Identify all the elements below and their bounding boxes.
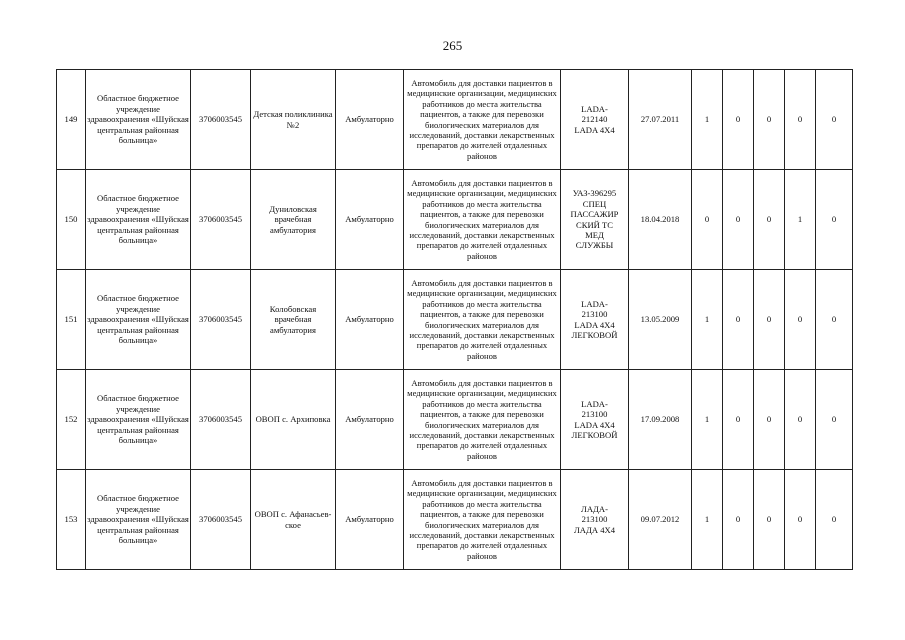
count-cell: 1 bbox=[785, 170, 816, 270]
count-cell: 0 bbox=[754, 70, 785, 170]
purpose-cell: Автомобиль для доставки пациентов в медицинские организации, медицинских работников до места жительства пациентов, а также для перевозки биологических материалов для исследований, доставки лекарственных препаратов до жителей отдаленных районов bbox=[404, 70, 561, 170]
count-cell: 0 bbox=[816, 70, 853, 170]
table-row bbox=[57, 270, 853, 370]
count-cell: 0 bbox=[723, 370, 754, 470]
table-row bbox=[57, 370, 853, 470]
count-cell: 0 bbox=[816, 270, 853, 370]
count-cell: 1 bbox=[692, 470, 723, 570]
vehicle-model-line: ЛАДА- bbox=[581, 503, 608, 514]
vehicle-model-line: СКИЙ ТС bbox=[575, 219, 613, 230]
purpose-cell: Автомобиль для доставки пациентов в медицинские организации, медицинских работников до места жительства пациентов, а также для перевозки биологических материалов для исследований, доставки лекарственных препаратов до жителей отдаленных районов bbox=[404, 470, 561, 570]
page-number: 265 bbox=[442, 38, 463, 53]
count-cell: 0 bbox=[754, 170, 785, 270]
organization-cell: Областное бюджетное учреждение здравоохранения «Шуйская центральная районная больница» bbox=[86, 470, 191, 570]
date-cell: 27.07.2011 bbox=[629, 70, 692, 170]
count-cell: 0 bbox=[754, 370, 785, 470]
vehicle-model-line: ЛАДА 4Х4 bbox=[573, 524, 616, 535]
vehicle-model-line: 213100 bbox=[581, 514, 608, 525]
organization-cell: Областное бюджетное учреждение здравоохранения «Шуйская центральная районная больница» bbox=[86, 270, 191, 370]
row-number: 151 bbox=[57, 270, 86, 370]
care-type-cell: Амбулаторно bbox=[336, 270, 404, 370]
organization-cell: Областное бюджетное учреждение здравоохранения «Шуйская центральная районная больница» bbox=[86, 70, 191, 170]
count-cell: 0 bbox=[723, 170, 754, 270]
care-type-cell: Амбулаторно bbox=[336, 70, 404, 170]
vehicle-model-line: LADA 4X4 bbox=[574, 419, 615, 430]
count-cell: 1 bbox=[692, 70, 723, 170]
care-type-cell: Амбулаторно bbox=[336, 370, 404, 470]
count-cell: 0 bbox=[816, 170, 853, 270]
vehicle-register-table bbox=[56, 69, 853, 570]
care-type-cell: Амбулаторно bbox=[336, 470, 404, 570]
count-cell: 0 bbox=[816, 470, 853, 570]
count-cell: 0 bbox=[785, 370, 816, 470]
vehicle-model-line: ЛЕГКОВОЙ bbox=[571, 329, 618, 340]
unit-cell: ОВОП с. Архиповка bbox=[251, 370, 336, 470]
vehicle-model-cell bbox=[561, 370, 629, 470]
count-cell: 0 bbox=[754, 470, 785, 570]
inn-cell: 3706003545 bbox=[191, 470, 251, 570]
vehicle-model-cell bbox=[561, 270, 629, 370]
care-type-cell: Амбулаторно bbox=[336, 170, 404, 270]
row-number: 150 bbox=[57, 170, 86, 270]
count-cell: 0 bbox=[785, 70, 816, 170]
date-cell: 17.09.2008 bbox=[629, 370, 692, 470]
unit-cell: ОВОП с. Афанасьев-ское bbox=[251, 470, 336, 570]
count-cell: 0 bbox=[754, 270, 785, 370]
table-row bbox=[57, 170, 853, 270]
vehicle-model-line: LADA 4X4 bbox=[574, 124, 615, 135]
date-cell: 18.04.2018 bbox=[629, 170, 692, 270]
inn-cell: 3706003545 bbox=[191, 270, 251, 370]
organization-cell: Областное бюджетное учреждение здравоохранения «Шуйская центральная районная больница» bbox=[86, 370, 191, 470]
count-cell: 0 bbox=[723, 70, 754, 170]
organization-cell: Областное бюджетное учреждение здравоохранения «Шуйская центральная районная больница» bbox=[86, 170, 191, 270]
count-cell: 0 bbox=[785, 470, 816, 570]
vehicle-model-cell bbox=[561, 70, 629, 170]
unit-cell: Колобовская врачебная амбулатория bbox=[251, 270, 336, 370]
date-cell: 09.07.2012 bbox=[629, 470, 692, 570]
count-cell: 1 bbox=[692, 270, 723, 370]
vehicle-model-cell bbox=[561, 470, 629, 570]
inn-cell: 3706003545 bbox=[191, 170, 251, 270]
vehicle-model-line: LADA 4X4 bbox=[574, 319, 615, 330]
count-cell: 0 bbox=[723, 270, 754, 370]
table-row bbox=[57, 470, 853, 570]
unit-cell: Дуниловская врачебная амбулатория bbox=[251, 170, 336, 270]
vehicle-model-line: LADA- bbox=[581, 103, 608, 114]
vehicle-model-line: ПАССАЖИР bbox=[570, 209, 619, 220]
count-cell: 0 bbox=[816, 370, 853, 470]
row-number: 149 bbox=[57, 70, 86, 170]
inn-cell: 3706003545 bbox=[191, 70, 251, 170]
table-row bbox=[57, 70, 853, 170]
unit-cell: Детская поликлиника №2 bbox=[251, 70, 336, 170]
inn-cell: 3706003545 bbox=[191, 370, 251, 470]
vehicle-model-line: СПЕЦ bbox=[582, 198, 607, 209]
vehicle-model-line: LADA- bbox=[581, 398, 608, 409]
count-cell: 1 bbox=[692, 370, 723, 470]
row-number: 153 bbox=[57, 470, 86, 570]
vehicle-model-line: 212140 bbox=[581, 114, 608, 125]
count-cell: 0 bbox=[692, 170, 723, 270]
vehicle-model-line: МЕД bbox=[585, 229, 604, 240]
vehicle-model-line: LADA- bbox=[581, 298, 608, 309]
row-number: 152 bbox=[57, 370, 86, 470]
vehicle-model-cell bbox=[561, 170, 629, 270]
purpose-cell: Автомобиль для доставки пациентов в медицинские организации, медицинских работников до места жительства пациентов, а также для перевозки биологических материалов для исследований, доставки лекарственных препаратов до жителей отдаленных районов bbox=[404, 170, 561, 270]
date-cell: 13.05.2009 bbox=[629, 270, 692, 370]
vehicle-model-line: УАЗ-396295 bbox=[572, 188, 617, 199]
purpose-cell: Автомобиль для доставки пациентов в медицинские организации, медицинских работников до места жительства пациентов, а также для перевозки биологических материалов для исследований, доставки лекарственных препаратов до жителей отдаленных районов bbox=[404, 270, 561, 370]
vehicle-model-line: СЛУЖБЫ bbox=[575, 240, 614, 251]
purpose-cell: Автомобиль для доставки пациентов в медицинские организации, медицинских работников до места жительства пациентов, а также для перевозки биологических материалов для исследований, доставки лекарственных препаратов до жителей отдаленных районов bbox=[404, 370, 561, 470]
count-cell: 0 bbox=[785, 270, 816, 370]
vehicle-model-line: ЛЕГКОВОЙ bbox=[571, 429, 618, 440]
count-cell: 0 bbox=[723, 470, 754, 570]
vehicle-model-line: 213100 bbox=[581, 309, 608, 320]
vehicle-model-line: 213100 bbox=[581, 409, 608, 420]
